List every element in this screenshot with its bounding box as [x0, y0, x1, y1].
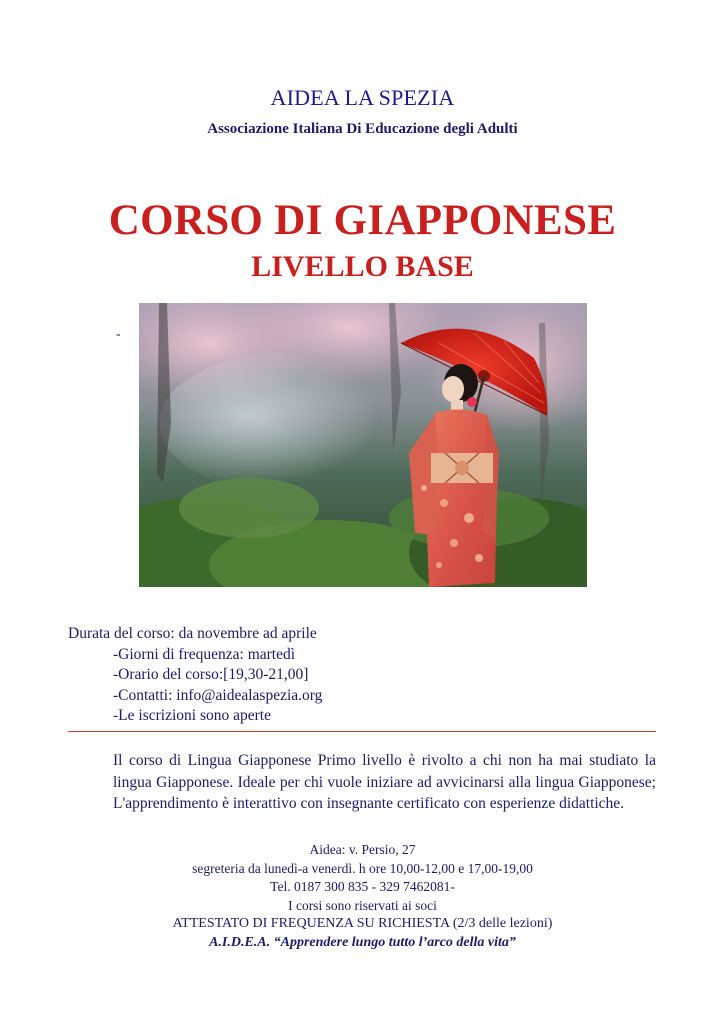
org-full-name: Associazione Italiana Di Educazione degli Adulti: [207, 121, 518, 137]
detail-schedule: -Orario del corso:[19,30-21,00]: [113, 666, 309, 683]
footer: [0, 841, 725, 952]
course-duration: Durata del corso: da novembre ad aprile: [68, 625, 317, 642]
kimono-photo: [139, 303, 587, 587]
divider-line: [68, 731, 656, 732]
footer-phone: Tel. 0187 300 835 - 329 7462081-: [270, 879, 455, 894]
course-description: Il corso di Lingua Giapponese Primo livello è rivolto a chi non ha mai studiato la lingua Giapponese. Ideale per chi vuole iniziare ad avvicinarsi alla lingua Giapponese; L'apprendimento è interattivo con insegnante certificato con esperienze didattiche.: [113, 752, 656, 812]
footer-certificate: ATTESTATO DI FREQUENZA SU RICHIESTA (2/3 delle lezioni): [172, 916, 553, 931]
detail-contacts: -Contatti: info@aidealaspezia.org: [113, 686, 323, 704]
footer-motto: A.I.D.E.A. “Apprendere lungo tutto l’arco della vita”: [209, 934, 516, 950]
course-title: CORSO DI GIAPPONESE: [108, 197, 617, 244]
course-details: [68, 624, 322, 727]
stray-dash: -: [116, 327, 121, 342]
course-level: LIVELLO BASE: [251, 250, 474, 283]
footer-address: Aidea: v. Persio, 27: [309, 842, 416, 857]
detail-days: -Giorni di frequenza: martedì: [113, 645, 296, 663]
footer-members-note: I corsi sono riservati ai soci: [288, 897, 437, 913]
footer-hours: segreteria da lunedì-a venerdì. h ore 10,00-12,00 e 17,00-19,00: [192, 860, 533, 876]
org-name: AIDEA LA SPEZIA: [270, 85, 455, 110]
detail-enrollment: -Le iscrizioni sono aperte: [113, 707, 271, 724]
